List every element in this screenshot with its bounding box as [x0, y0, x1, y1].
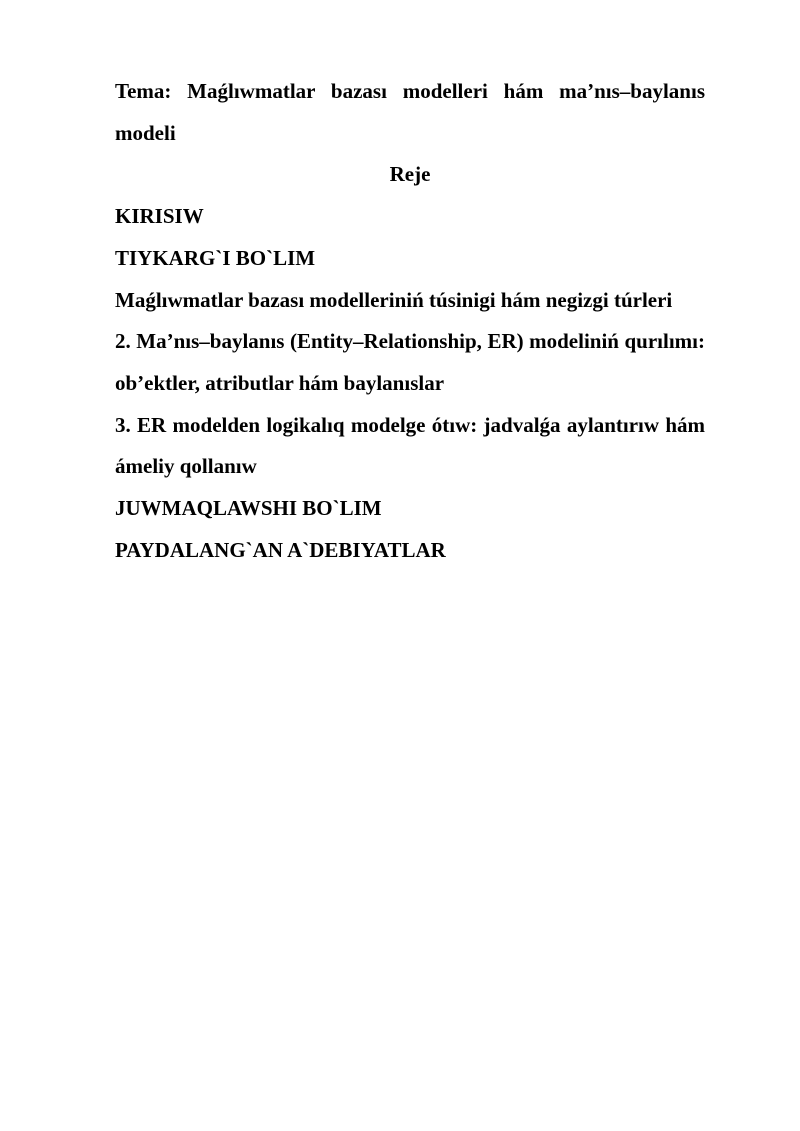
outline-item-er-model-structure: 2. Ma’nıs–baylanıs (Entity–Relationship, ER) modeliniń qurılımı: ob’ektler, atributlar hám baylanıslar [115, 329, 705, 395]
outline-item-references: PAYDALANG`AN A`DEBIYATLAR [115, 537, 446, 562]
document-title: Tema: Maǵlıwmatlar bazası modelleri hám ma’nıs–baylanıs modeli [115, 79, 705, 145]
outline-item-introduction: KIRISIW [115, 204, 204, 229]
outline-item-main-part: TIYKARG`I BO`LIM [115, 245, 316, 270]
document-body [115, 71, 705, 571]
outline-item-er-to-logical: 3. ER modelden logikalıq modelge ótıw: jadvalǵa aylantırıw hám ámeliy qollanıw [115, 412, 705, 479]
plan-heading: Reje [389, 162, 431, 187]
outline-item-database-models: Maǵlıwmatlar bazası modelleriniń túsinigi hám negizgi túrleri [115, 287, 673, 312]
outline-item-conclusion: JUWMAQLAWSHI BO`LIM [115, 496, 382, 521]
